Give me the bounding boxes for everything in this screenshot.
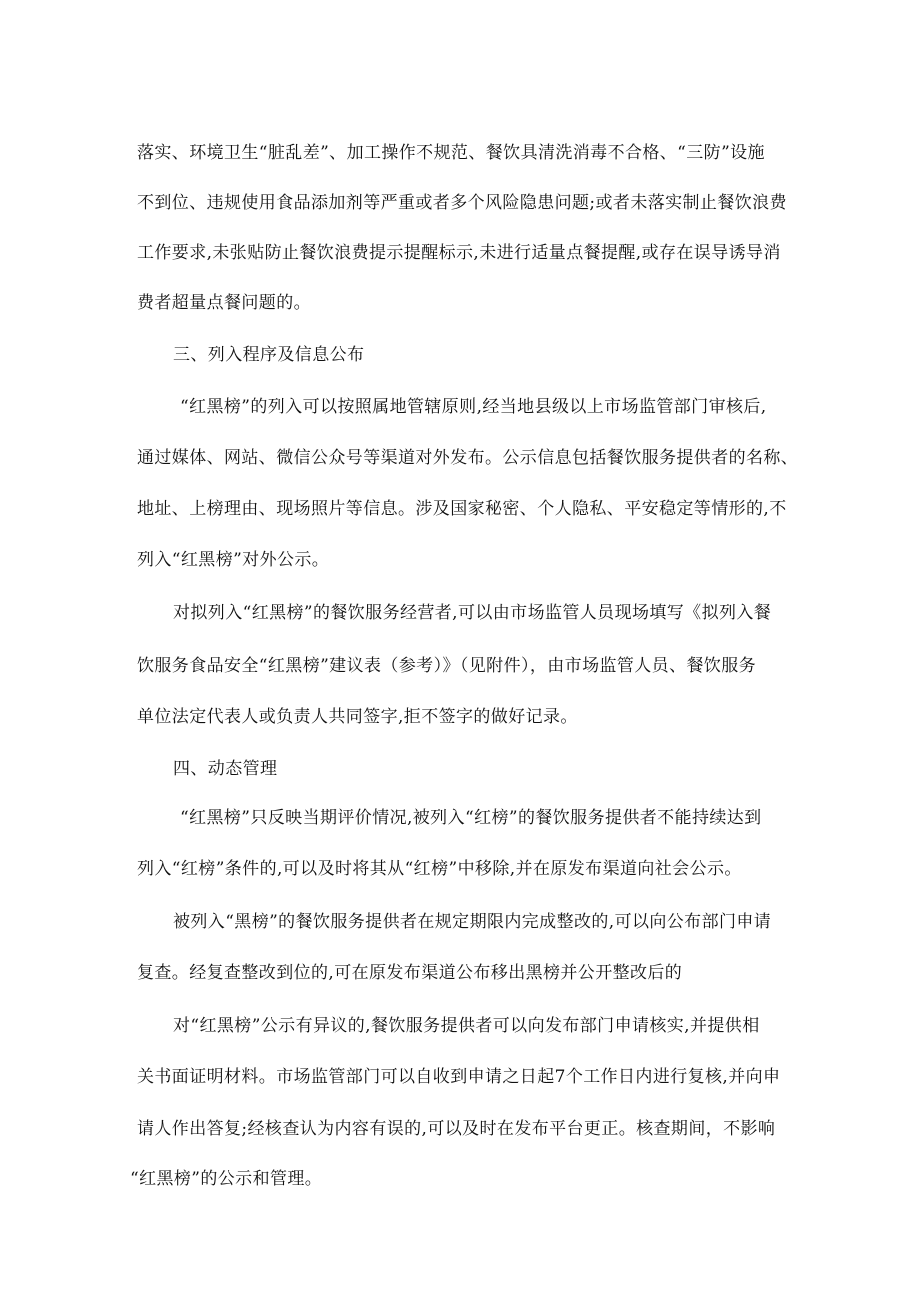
paragraph-line: “红黑榜”的列入可以按照属地管辖原则,经当地县级以上市场监管部门审核后,	[180, 397, 767, 417]
paragraph-line: “红黑榜”的公示和管理。	[130, 1169, 323, 1189]
paragraph-line: 工作要求,未张贴防止餐饮浪费提示提醒标示,未进行适量点餐提醒,或存在误导诱导消	[137, 243, 781, 263]
paragraph-line: 对拟列入“红黑榜”的餐饮服务经营者,可以由市场监管人员现场填写《拟列入餐	[173, 603, 772, 623]
paragraph-line: 地址、上榜理由、现场照片等信息。涉及国家秘密、个人隐私、平安稳定等情形的,不	[137, 499, 787, 519]
paragraph-line: 单位法定代表人或负责人共同签字,拒不签字的做好记录。	[137, 707, 578, 727]
section-heading: 三、列入程序及信息公布	[173, 345, 365, 365]
paragraph-line: 列入“红黑榜”对外公示。	[137, 550, 330, 570]
paragraph-line: 列入“红榜”条件的,可以及时将其从“红榜”中移除,并在原发布渠道向社会公示。	[137, 859, 742, 879]
paragraph-line: 不到位、违规使用食品添加剂等严重或者多个风险隐患问题;或者未落实制止餐饮浪费	[137, 193, 787, 213]
paragraph-line: 复查。经复查整改到位的,可在原发布渠道公布移出黑榜并公开整改后的	[137, 963, 683, 983]
paragraph-line: 请人作出答复;经核查认为内容有误的,可以及时在发布平台更正。核查期间，不影响	[137, 1119, 776, 1139]
section-heading: 四、动态管理	[173, 759, 278, 779]
paragraph-line: 对“红黑榜”公示有异议的,餐饮服务提供者可以向发布部门申请核实,并提供相	[173, 1016, 760, 1036]
paragraph-line: 落实、环境卫生“脏乱差”、加工操作不规范、餐饮具清洗消毒不合格、“三防”设施	[137, 143, 765, 163]
paragraph-line: 通过媒体、网站、微信公众号等渠道对外发布。公示信息包括餐饮服务提供者的名称、	[137, 448, 799, 468]
paragraph-line: 费者超量点餐问题的。	[137, 293, 311, 313]
paragraph-line: “红黑榜”只反映当期评价情况,被列入“红榜”的餐饮服务提供者不能持续达到	[180, 808, 762, 828]
paragraph-line: 被列入“黑榜”的餐饮服务提供者在规定期限内完成整改的,可以向公布部门申请	[173, 912, 772, 932]
paragraph-line: 饮服务食品安全“红黑榜”建议表（参考）》（见附件），由市场监管人员、餐饮服务	[137, 656, 757, 676]
paragraph-line: 关书面证明材料。市场监管部门可以自收到申请之日起7个工作日内进行复核,并向申	[137, 1067, 781, 1087]
